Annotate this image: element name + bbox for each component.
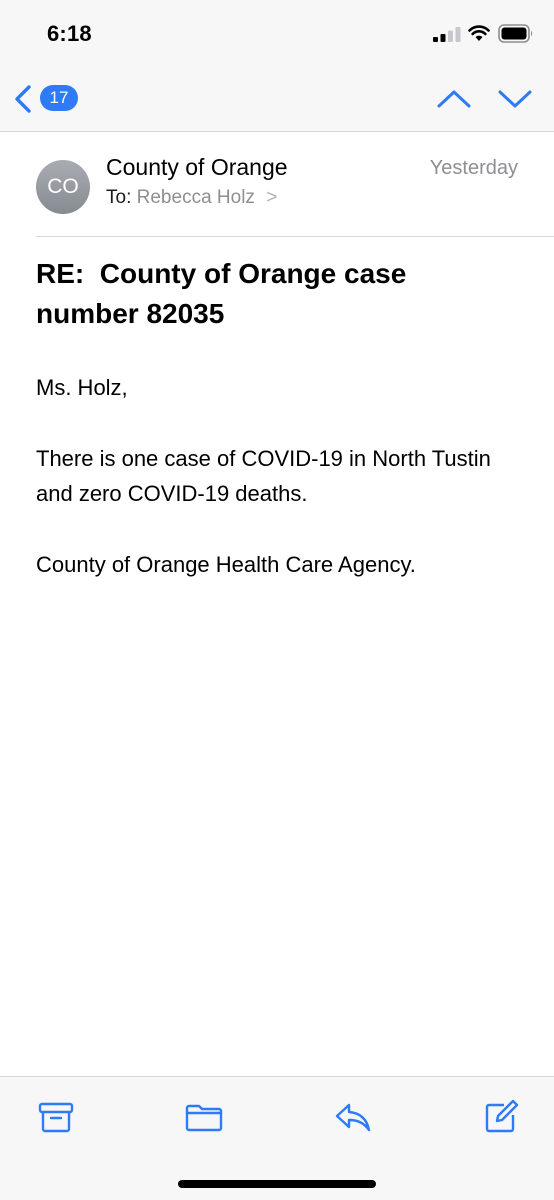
arrow-down-icon[interactable]	[497, 84, 533, 114]
body-paragraph: County of Orange Health Care Agency.	[36, 552, 416, 577]
cellular-signal-icon	[433, 26, 461, 42]
home-indicator[interactable]	[178, 1180, 376, 1188]
battery-icon	[498, 24, 534, 43]
chevron-right-icon: >	[266, 187, 278, 208]
wifi-icon	[468, 24, 490, 42]
navigation-bar	[0, 66, 554, 132]
message-subject: RE: County of Orange case number 82035	[36, 258, 415, 329]
recipient-line[interactable]	[106, 187, 277, 209]
status-time: 6:18	[47, 21, 92, 46]
archive-icon[interactable]	[36, 1099, 76, 1135]
reply-icon[interactable]	[333, 1099, 373, 1135]
body-paragraph: Ms. Holz,	[36, 375, 128, 400]
sender-name[interactable]: County of Orange	[106, 154, 288, 180]
back-chevron-icon	[14, 84, 32, 114]
unread-count-badge: 17	[40, 85, 78, 111]
folder-icon[interactable]	[184, 1099, 224, 1135]
sender-avatar[interactable]: CO	[36, 160, 90, 214]
to-label: To:	[106, 187, 132, 208]
status-bar	[0, 0, 554, 66]
recipient-name[interactable]: Rebecca Holz	[136, 187, 255, 208]
message-header	[0, 132, 554, 237]
message-date: Yesterday	[429, 157, 518, 179]
back-button[interactable]	[10, 80, 82, 116]
message-body	[36, 370, 516, 618]
header-divider	[36, 236, 554, 237]
compose-icon[interactable]	[482, 1099, 522, 1135]
arrow-up-icon[interactable]	[436, 84, 472, 114]
body-paragraph: There is one case of COVID-19 in North Tustin and zero COVID-19 deaths.	[36, 446, 491, 506]
